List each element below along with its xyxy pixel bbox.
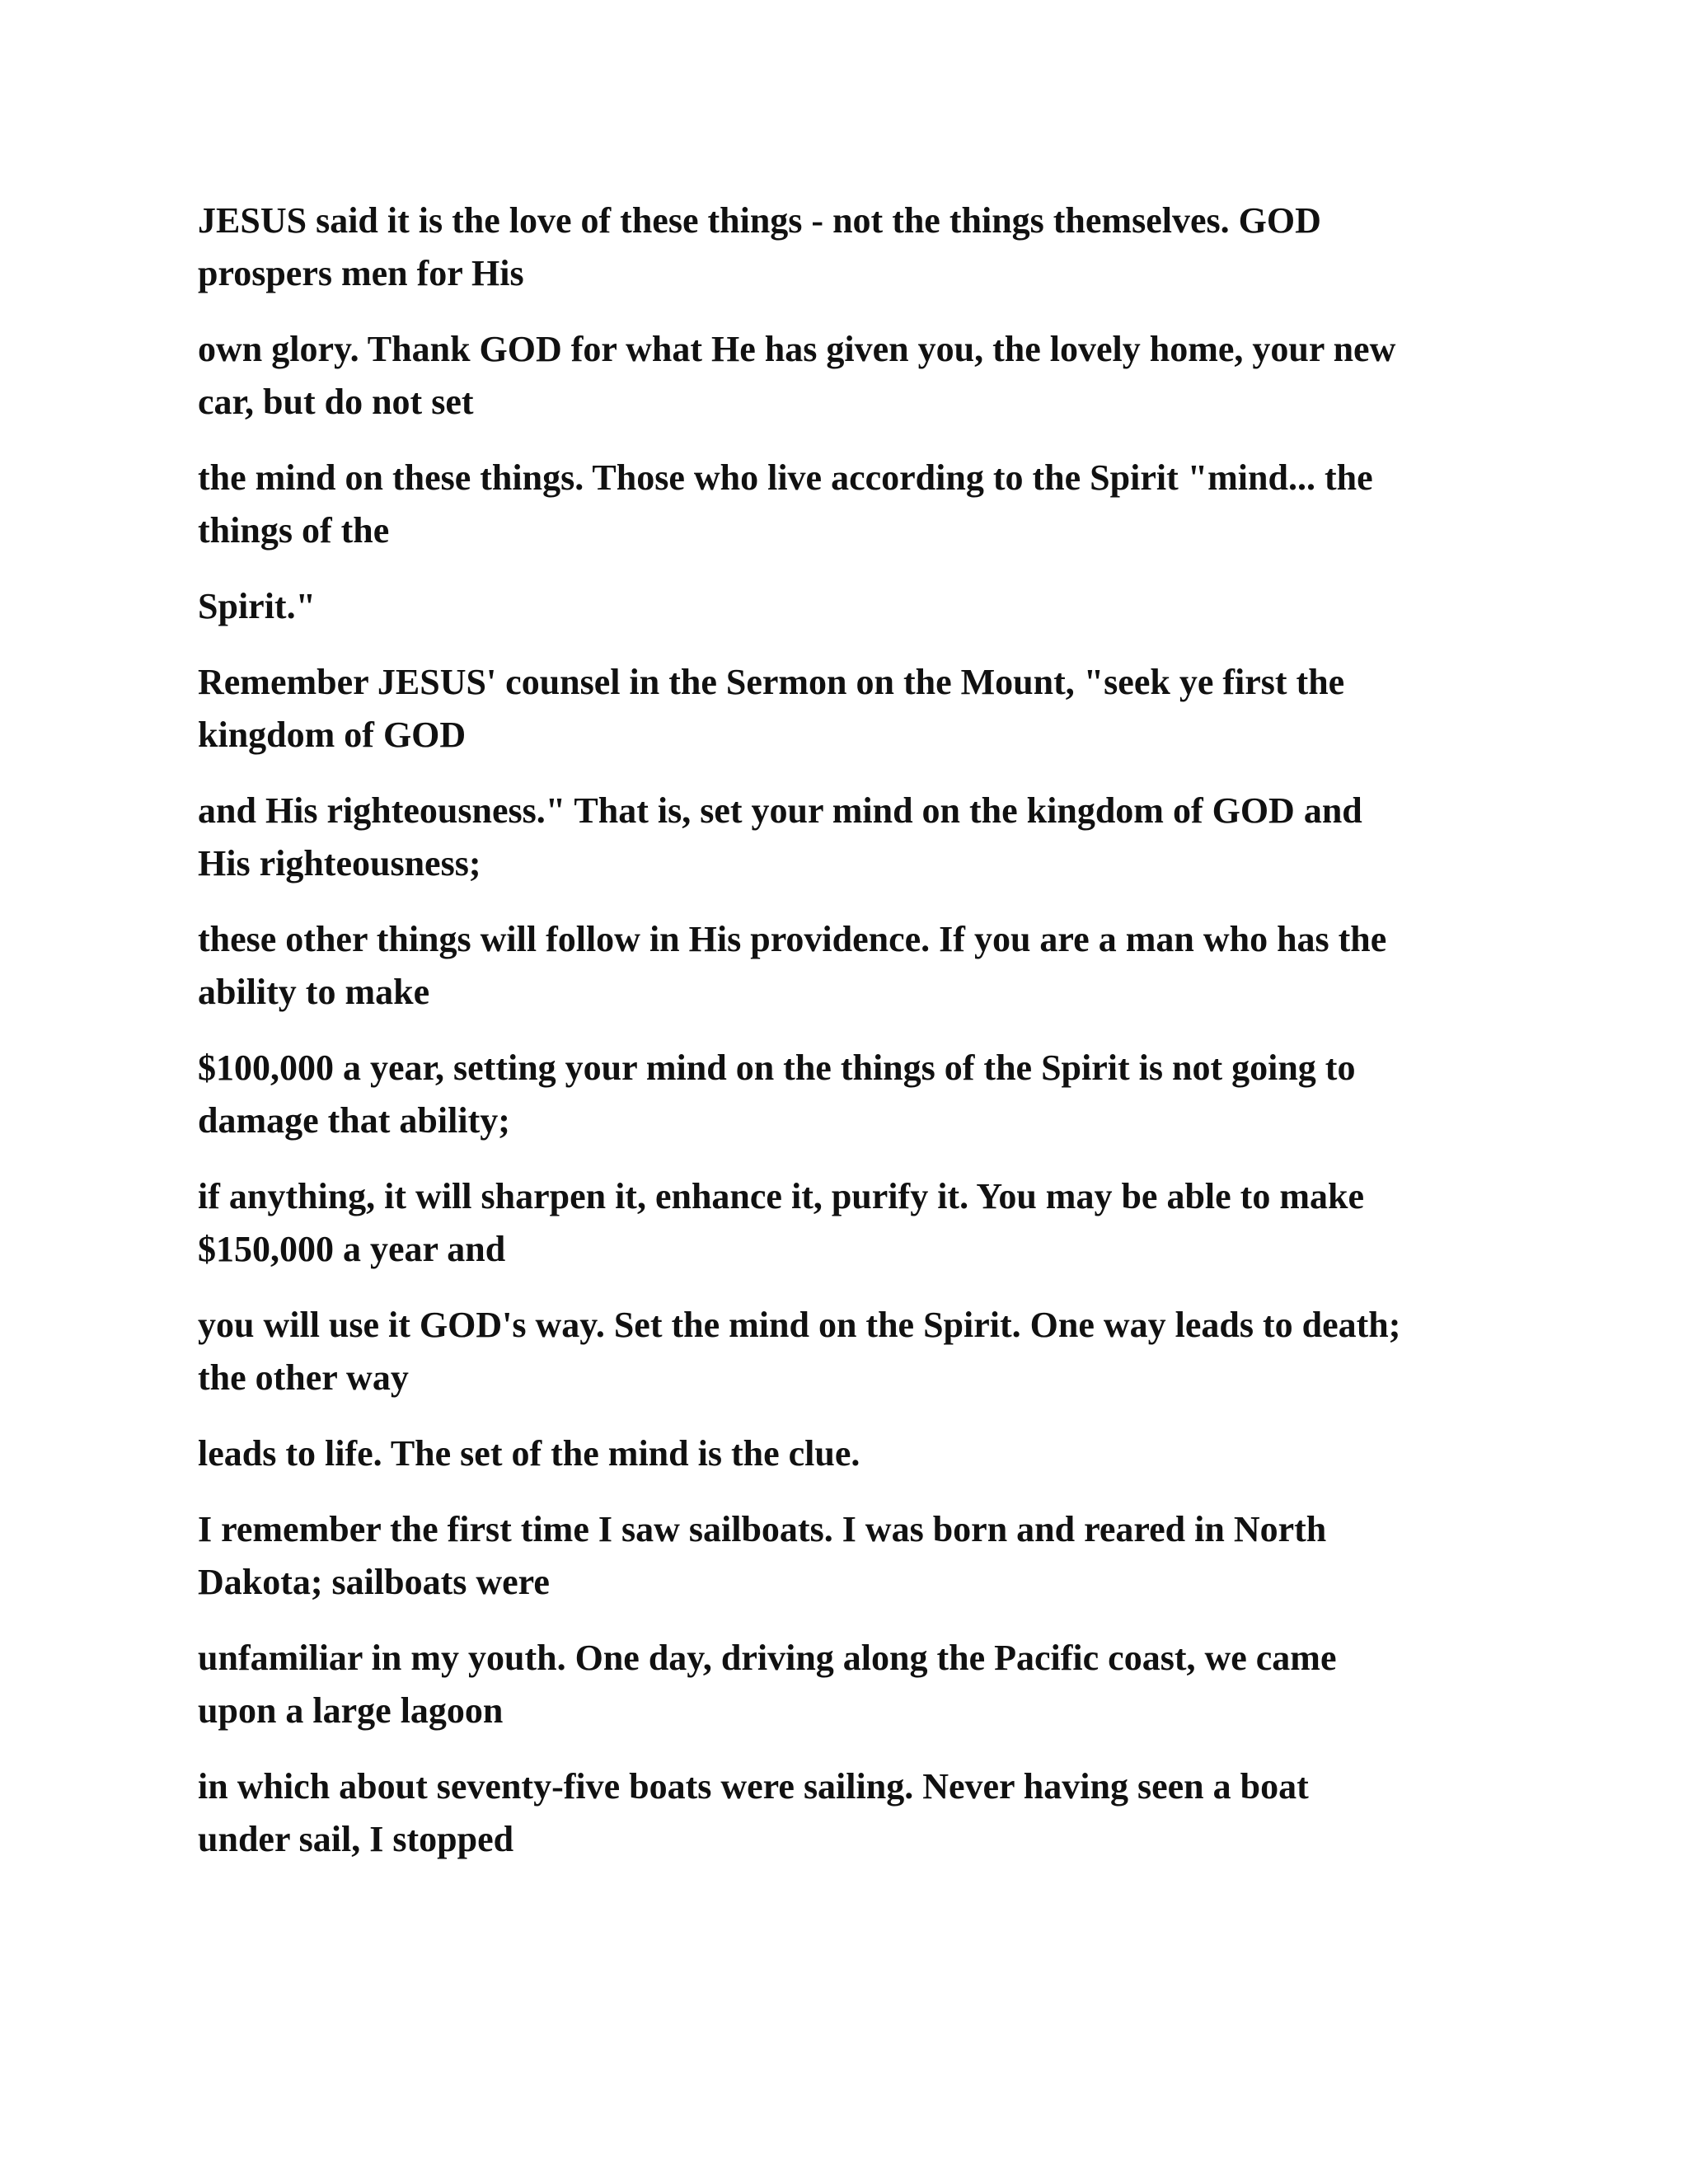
text-line: leads to life. The set of the mind is the clue. [198, 1433, 860, 1474]
paragraph [198, 1503, 1500, 1609]
text-line: unfamiliar in my youth. One day, driving along the Pacific coast, we came [198, 1638, 1337, 1678]
paragraph [198, 1170, 1500, 1276]
text-line: ability to make [198, 972, 430, 1012]
text-line: if anything, it will sharpen it, enhance it, purify it. You may be able to make [198, 1176, 1364, 1216]
paragraph [198, 323, 1500, 429]
text-line: and His righteousness." That is, set your mind on the kingdom of GOD and [198, 790, 1362, 831]
text-line: prospers men for His [198, 253, 524, 293]
paragraph [198, 452, 1500, 557]
text-line: I remember the first time I saw sailboats. I was born and reared in North [198, 1509, 1327, 1549]
text-line: under sail, I stopped [198, 1819, 514, 1859]
text-line: JESUS said it is the love of these things - not the things themselves. GOD [198, 200, 1321, 241]
text-line: Remember JESUS' counsel in the Sermon on the Mount, "seek ye first the [198, 662, 1345, 702]
text-line: damage that ability; [198, 1100, 510, 1141]
paragraph [198, 1760, 1500, 1866]
text-line: own glory. Thank GOD for what He has given you, the lovely home, your new [198, 329, 1396, 369]
paragraph [198, 1042, 1500, 1147]
paragraph [198, 580, 1500, 633]
paragraph [198, 194, 1500, 300]
text-line: His righteousness; [198, 843, 481, 883]
paragraph [198, 1299, 1500, 1404]
text-line: $150,000 a year and [198, 1229, 506, 1269]
paragraph [198, 1427, 1500, 1480]
paragraph [198, 656, 1500, 762]
text-line: kingdom of GOD [198, 715, 467, 755]
text-line: car, but do not set [198, 382, 474, 422]
text-line: the other way [198, 1357, 409, 1398]
text-line: these other things will follow in His providence. If you are a man who has the [198, 919, 1387, 959]
text-line: you will use it GOD's way. Set the mind on the Spirit. One way leads to death; [198, 1305, 1401, 1345]
paragraph [198, 1632, 1500, 1737]
text-line: $100,000 a year, setting your mind on the things of the Spirit is not going to [198, 1047, 1356, 1088]
text-line: upon a large lagoon [198, 1690, 504, 1731]
text-line: Dakota; sailboats were [198, 1562, 550, 1602]
paragraph [198, 785, 1500, 890]
text-line: the mind on these things. Those who live according to the Spirit "mind... the [198, 457, 1373, 498]
text-line: in which about seventy-five boats were sailing. Never having seen a boat [198, 1766, 1309, 1807]
text-line: things of the [198, 510, 390, 551]
paragraph [198, 913, 1500, 1019]
text-line: Spirit." [198, 586, 316, 626]
body-text [198, 194, 1500, 1889]
